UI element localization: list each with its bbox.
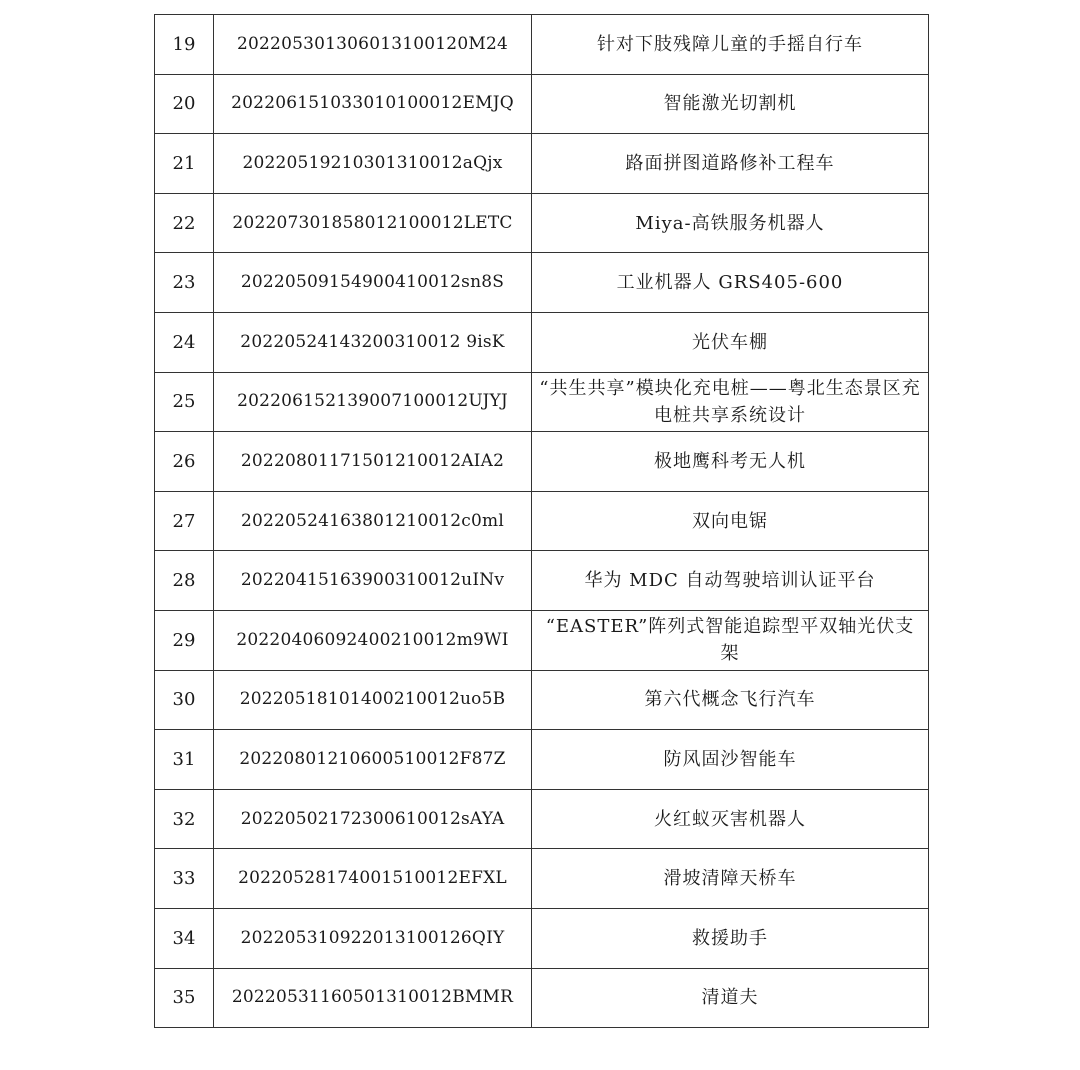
project-code: 202205310922013100126QIY bbox=[214, 908, 532, 968]
project-code: 202207301858012100012LETC bbox=[214, 193, 532, 253]
project-code: 20220531160501310012BMMR bbox=[214, 968, 532, 1028]
row-index: 28 bbox=[155, 551, 214, 611]
project-code: 20220509154900410012sn8S bbox=[214, 253, 532, 313]
project-code: 202206152139007100012UJYJ bbox=[214, 372, 532, 432]
project-table bbox=[154, 14, 929, 1028]
row-index: 25 bbox=[155, 372, 214, 432]
project-name: 智能激光切割机 bbox=[532, 74, 929, 134]
table-row bbox=[155, 610, 929, 670]
table-row bbox=[155, 432, 929, 492]
table-row bbox=[155, 372, 929, 432]
row-index: 22 bbox=[155, 193, 214, 253]
project-name: 工业机器人 GRS405-600 bbox=[532, 253, 929, 313]
row-index: 20 bbox=[155, 74, 214, 134]
project-name: 光伏车棚 bbox=[532, 312, 929, 372]
project-table-container bbox=[154, 14, 928, 1028]
project-code: 20220519210301310012aQjx bbox=[214, 134, 532, 194]
project-name: “EASTER”阵列式智能追踪型平双轴光伏支架 bbox=[532, 610, 929, 670]
project-name: 针对下肢残障儿童的手摇自行车 bbox=[532, 15, 929, 75]
project-name: 极地鹰科考无人机 bbox=[532, 432, 929, 492]
project-code: 20220524163801210012c0ml bbox=[214, 491, 532, 551]
project-name: 救援助手 bbox=[532, 908, 929, 968]
row-index: 23 bbox=[155, 253, 214, 313]
row-index: 24 bbox=[155, 312, 214, 372]
row-index: 26 bbox=[155, 432, 214, 492]
row-index: 35 bbox=[155, 968, 214, 1028]
project-code: 20220502172300610012sAYA bbox=[214, 789, 532, 849]
project-code: 20220524143200310012 9isK bbox=[214, 312, 532, 372]
project-code: 20220406092400210012m9WI bbox=[214, 610, 532, 670]
project-name: 火红蚁灭害机器人 bbox=[532, 789, 929, 849]
table-row bbox=[155, 908, 929, 968]
project-name: Miya-高铁服务机器人 bbox=[532, 193, 929, 253]
table-row bbox=[155, 134, 929, 194]
project-name: “共生共享”模块化充电桩——粤北生态景区充电桩共享系统设计 bbox=[532, 372, 929, 432]
project-name: 华为 MDC 自动驾驶培训认证平台 bbox=[532, 551, 929, 611]
table-row bbox=[155, 74, 929, 134]
project-code: 20220528174001510012EFXL bbox=[214, 849, 532, 909]
table-row bbox=[155, 312, 929, 372]
project-code: 20220518101400210012uo5B bbox=[214, 670, 532, 730]
table-row bbox=[155, 789, 929, 849]
project-name: 双向电锯 bbox=[532, 491, 929, 551]
table-row bbox=[155, 253, 929, 313]
table-row bbox=[155, 193, 929, 253]
table-row bbox=[155, 15, 929, 75]
project-name: 清道夫 bbox=[532, 968, 929, 1028]
project-code: 20220801171501210012AIA2 bbox=[214, 432, 532, 492]
table-row bbox=[155, 849, 929, 909]
project-code: 20220801210600510012F87Z bbox=[214, 730, 532, 790]
project-code: 202205301306013100120M24 bbox=[214, 15, 532, 75]
table-row bbox=[155, 551, 929, 611]
project-name: 防风固沙智能车 bbox=[532, 730, 929, 790]
table-row bbox=[155, 670, 929, 730]
row-index: 21 bbox=[155, 134, 214, 194]
row-index: 19 bbox=[155, 15, 214, 75]
project-code: 20220415163900310012uINv bbox=[214, 551, 532, 611]
row-index: 33 bbox=[155, 849, 214, 909]
table-body bbox=[155, 15, 929, 1028]
row-index: 29 bbox=[155, 610, 214, 670]
row-index: 31 bbox=[155, 730, 214, 790]
row-index: 34 bbox=[155, 908, 214, 968]
project-code: 202206151033010100012EMJQ bbox=[214, 74, 532, 134]
table-row bbox=[155, 491, 929, 551]
project-name: 路面拼图道路修补工程车 bbox=[532, 134, 929, 194]
table-row bbox=[155, 730, 929, 790]
project-name: 第六代概念飞行汽车 bbox=[532, 670, 929, 730]
row-index: 30 bbox=[155, 670, 214, 730]
row-index: 32 bbox=[155, 789, 214, 849]
row-index: 27 bbox=[155, 491, 214, 551]
project-name: 滑坡清障天桥车 bbox=[532, 849, 929, 909]
table-row bbox=[155, 968, 929, 1028]
